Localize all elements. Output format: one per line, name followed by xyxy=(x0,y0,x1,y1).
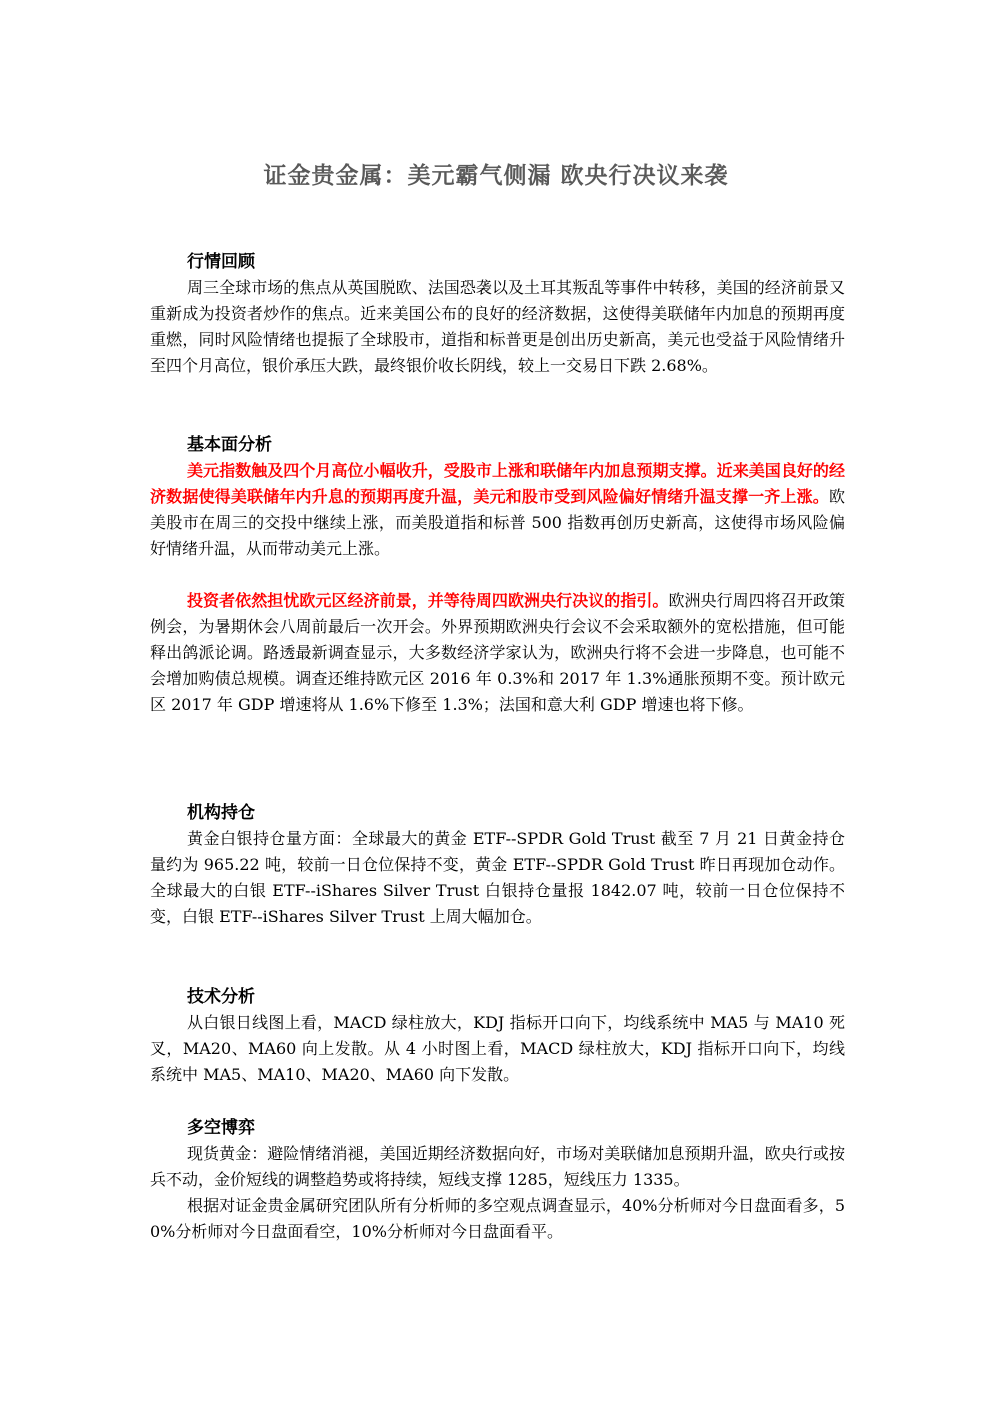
section-fundamental-analysis xyxy=(150,432,845,718)
paragraph xyxy=(150,588,845,718)
paragraph xyxy=(150,458,845,562)
body-text: 现货黄金：避险情绪消褪，美国近期经济数据向好，市场对美联储加息预期升温，欧央行或按兵不动，金价短线的调整趋势或将持续，短线支撑 1285，短线压力 1335。 xyxy=(150,1144,845,1189)
section-heading: 技术分析 xyxy=(187,987,255,1007)
body-text: 欧美股市在周三的交投中继续上涨，而美股道指和标普 500 指数再创历史新高，这使得市场风险偏好情绪升温，从而带动美元上涨。 xyxy=(150,487,845,558)
section-institutional-holdings xyxy=(150,800,845,930)
paragraph xyxy=(150,1193,845,1245)
body-text: 周三全球市场的焦点从英国脱欧、法国恐袭以及土耳其叛乱等事件中转移，美国的经济前景又重新成为投资者炒作的焦点。近来美国公布的良好的经济数据，这使得美联储年内加息的预期再度重燃，同时风险情绪也提振了全球股市，道指和标普更是创出历史新高，美元也受益于风险情绪升至四个月高位，银价承压大跌，最终银价收长阴线，较上一交易日下跌 2.68%。 xyxy=(150,278,845,375)
section-long-short xyxy=(150,1115,845,1245)
section-market-review xyxy=(150,249,845,379)
paragraph xyxy=(150,1141,845,1193)
section-heading: 多空博弈 xyxy=(187,1118,255,1138)
document-title: 证金贵金属：美元霸气侧漏 欧央行决议来袭 xyxy=(263,163,729,189)
body-text: 根据对证金贵金属研究团队所有分析师的多空观点调查显示，40%分析师对今日盘面看多，50%分析师对今日盘面看空，10%分析师对今日盘面看平。 xyxy=(150,1196,845,1241)
paragraph xyxy=(150,1010,845,1088)
body-text: 欧洲央行周四将召开政策例会，为暑期休会八周前最后一次开会。外界预期欧洲央行会议不会采取额外的宽松措施，但可能释出鸽派论调。路透最新调查显示，大多数经济学家认为，欧洲央行将不会进一步降息，也可能不会增加购债总规模。调查还维持欧元区 2016 年 0.3%和 2017 年 1.3%通胀预期不变。预计欧元区 2017 年 GDP 增速将从 1.6%下修至 1.3%；法国和意大利 GDP 增速也将下修。 xyxy=(150,591,845,714)
highlight-text: 美元指数触及四个月高位小幅收升，受股市上涨和联储年内加息预期支撑。近来美国良好的经济数据使得美联储年内升息的预期再度升温，美元和股市受到风险偏好情绪升温支撑一齐上涨。 xyxy=(150,461,845,506)
section-heading: 机构持仓 xyxy=(187,803,255,823)
body-text: 从白银日线图上看，MACD 绿柱放大，KDJ 指标开口向下，均线系统中 MA5 与 MA10 死叉，MA20、MA60 向上发散。从 4 小时图上看，MACD 绿柱放大，KDJ 指标开口向下，均线系统中 MA5、MA10、MA20、MA60 向下发散。 xyxy=(150,1013,845,1084)
paragraph xyxy=(150,826,845,930)
section-heading: 行情回顾 xyxy=(187,252,255,272)
body-text: 黄金白银持仓量方面：全球最大的黄金 ETF--SPDR Gold Trust 截至 7 月 21 日黄金持仓量约为 965.22 吨，较前一日仓位保持不变，黄金 ETF--SPDR Gold Trust 昨日再现加仓动作。全球最大的白银 ETF--iShares Silver Trust 白银持仓量报 1842.07 吨，较前一日仓位保持不变，白银 ETF--iShares Silver Trust 上周大幅加仓。 xyxy=(150,829,845,926)
section-technical-analysis xyxy=(150,984,845,1088)
highlight-text: 投资者依然担忧欧元区经济前景，并等待周四欧洲央行决议的指引。 xyxy=(187,591,669,610)
section-heading: 基本面分析 xyxy=(187,435,272,455)
paragraph xyxy=(150,275,845,379)
